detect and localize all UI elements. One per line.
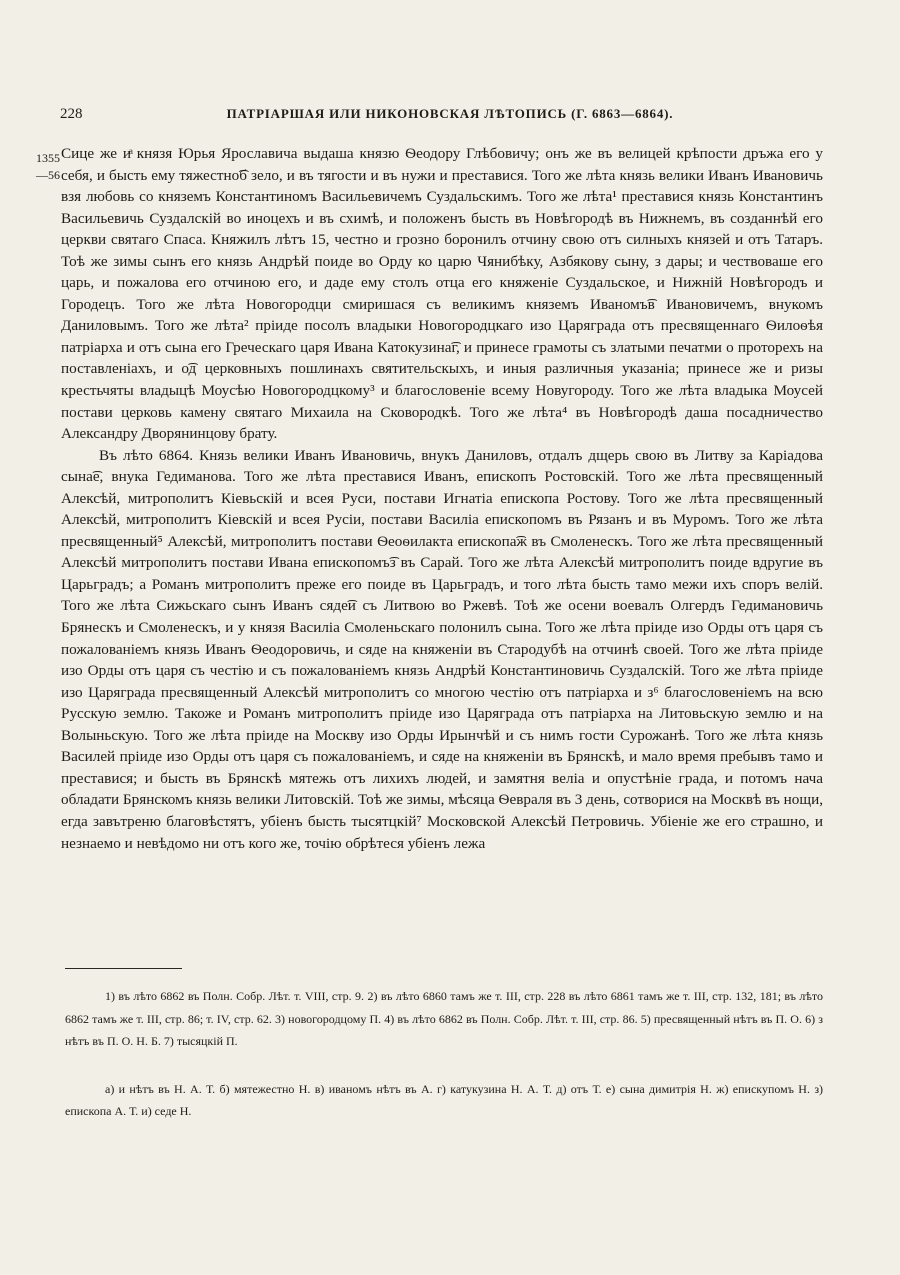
variant-d: д) отъ Т. <box>556 1082 602 1096</box>
paragraph-1: Сице же иͣ князя Юрья Ярославича выдаша князю Ѳеодору Глѣбовичу; онъ же въ велицей крѣпости дръжа его у себя, и бысть ему тяжестно͡б зело, и въ тягости и въ нужи и преставися. Того же лѣта князь велики Иванъ Ивановичь взя любовь со княземъ Константиномъ Васильевичемъ Суздальскимъ. Того же лѣта¹ преставися князь Константинъ Васильевичь Суздалскій во иноцехъ и въ схимѣ, и положенъ бысть въ Новѣгородѣ въ Нижнемъ, въ созданнѣй его церкви святаго Спаса. Княжилъ лѣтъ 15, честно и грозно боронилъ отчину свою отъ силныхъ князей и отъ Татаръ. Тоѣ же зимы сынъ его князь Андрѣй поиде во Орду ко царю Чянибѣку, Азбякову сыну, з дары; и чествоваше его царь, и пожалова его отчиною его, и даде ему столъ отца его княженіе Суздальское, и Нижній Новѣгородъ и Городецъ. Того же лѣта Новогородци смиришася съ великимъ княземъ Иваномъ͡в Ивановичемъ, внукомъ Даниловымъ. Того же лѣта² пріиде посолъ владыки Новогородцкаго изо Царяграда отъ пресвященнаго Ѳилоѳѣя патріарха и отъ сына его Греческаго царя Ивана Катокузина͡г, и принесе грамоты съ златыми печатми о проторехъ на поставленіахъ, и о͡д церковныхъ пошлинахъ святительскыхъ, и иныя различныя указаніа; принесе же и ризы крестьчяты владыцѣ Моусѣю Новогородцкому³ и благословеніе всему Новугороду. Того же лѣта владыка Моусей постави церковь камену святаго Михаила на Сковородкѣ. Того же лѣта⁴ въ Новѣгородѣ даша посадничество Александру Дворянинцову брату. <box>61 145 823 443</box>
paragraph-2: Въ лѣто 6864. Князь велики Иванъ Ивановичь, внукъ Даниловъ, отдалъ дщерь свою въ Литву за Каріадова сына͡е, внука Гедиманова. Того же лѣта преставися Иванъ, епископъ Ростовскій. Того же лѣта пресвященный Алексѣй, митрополитъ Кіевьскій и всея Руси, постави Игнатіа епископа Ростову. Того же лѣта пресвященный Алексѣй, митрополитъ Кіевскій и всея Русіи, постави Василіа епископомъ въ Рязанъ и въ Муромъ. Того же лѣта пресвященный⁵ Алексѣй, митрополитъ постави Ѳеоѳилакта епископа͡ж въ Смоленескъ. Того же лѣта пресвященный Алексѣй митрополитъ постави Ивана епископомъ͡з въ Сарай. Того же лѣта Алексѣй митрополитъ поиде вдругие въ Царьградъ; а Романъ митрополитъ преже его поиде въ Царьградъ, и того лѣта бысть тамо межи ихъ споръ велій. Того же лѣта Сижьскаго сынъ Иванъ сяде͡и съ Литвою во Ржевѣ. Тоѣ же осени воевалъ Олгердъ Гедимановичь Брянескъ и Смоленескъ, и у князя Василіа Смоленьскаго полонилъ сына. Того же лѣта пріиде изо Орды отъ царя съ пожалованіемъ князь Иванъ Ѳеодоровичь, и сяде на княженіи въ Стародубѣ на отчинѣ своей. Того же лѣта пріиде изо Орды отъ царя съ честію и съ пожалованіемъ князь Андрѣй Константиновичь Суздалскій. Того же лѣта пріиде изо Царяграда пресвященный Алексѣй митрополитъ со многою честію отъ патріарха и з⁶ благословеніемъ на всю Русскую землю. Такоже и Романъ митрополитъ пріиде изо Царяграда отъ патріарха на Литовьскую землю и на Волыньскую. Того же лѣта пріиде на Москву изо Орды Ирынчѣй и съ нимъ гости Сурожанѣ. Того же лѣта князь Василей пріиде изо Орды отъ царя съ пожалованіемъ, и сяде на княженіи въ Брянскѣ, и мало время пребывъ тамо и преставися; и бысть въ Брянскѣ мятежь отъ лихихъ людей, и замятня веліа и опустѣніе града, и потомъ нача обладати Брянскомъ князь велики Литовскій. Тоѣ же зимы, мѣсяца Ѳевраля въ 3 день, сотворися на Москвѣ въ нощи, егда завътреню благовѣстятъ, убіенъ бысть тысятцкій⁷ Московской Алексѣй Петровичь. Убіеніе же его страшно, и незнаемо и невѣдомо ни отъ кого же, точію обрѣтеся убіенъ лежа <box>61 446 823 852</box>
footnote-3: 3) новогородцому П. <box>275 1011 382 1026</box>
variant-zh: ж) епискупомъ Н. <box>716 1082 810 1096</box>
variant-v: в) иваномъ нѣтъ въ А. <box>314 1082 433 1096</box>
running-title: ПАТРІАРШАЯ ИЛИ НИКОНОВСКАЯ ЛѢТОПИСЬ (Г. 6863—6864). <box>226 106 674 121</box>
variant-b: б) мятежестно Н. <box>219 1082 311 1096</box>
variant-e: е) сына димитрія Н. <box>605 1082 712 1096</box>
variant-i: и) седе Н. <box>141 1103 192 1118</box>
margin-year-top: 1355 <box>36 151 60 165</box>
lettered-variants <box>65 1079 823 1122</box>
variant-z: з) епископа А. Т. <box>65 1082 824 1118</box>
numbered-footnotes <box>65 985 823 1053</box>
numbered-footnotes-text <box>65 985 823 1053</box>
footnote-6: 6) з нѣтъ въ П. О. Н. Б. <box>65 1011 823 1048</box>
margin-year-bottom: —56 <box>36 168 60 182</box>
main-text <box>61 143 823 854</box>
footnote-1: 1) въ лѣто 6862 въ Полн. Собр. Лѣт. т. VIII, стр. 9. <box>105 989 365 1003</box>
variant-g: г) катукузина Н. А. Т. <box>436 1082 553 1096</box>
footnote-7: 7) тысяцкій П. <box>163 1034 238 1048</box>
variant-a: а) и нѣтъ въ Н. А. Т. <box>105 1082 216 1096</box>
lettered-variants-text <box>65 1079 823 1122</box>
footnote-4: 4) въ лѣто 6862 въ Полн. Собр. Лѣт. т. III, стр. 86. <box>384 1011 638 1026</box>
margin-year-note <box>28 150 60 184</box>
footnote-5: 5) пресвященный нѣтъ въ П. О. <box>640 1011 802 1026</box>
page-number: 228 <box>60 106 83 122</box>
page-header <box>60 106 840 130</box>
footnote-2: 2) въ лѣто 6860 тамъ же т. III, стр. 228 въ лѣто 6861 тамъ же т. III, стр. 132, 181; въ лѣто 6862 тамъ же т. III, стр. 86; т. IV, стр. 62. <box>65 989 824 1026</box>
footnote-divider <box>65 968 182 969</box>
